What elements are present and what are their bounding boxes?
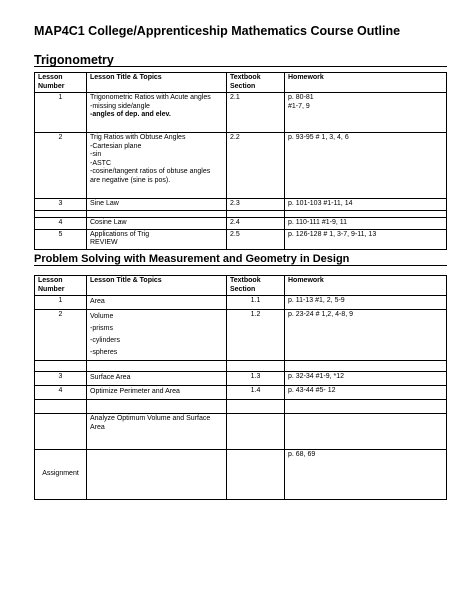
table-row <box>35 229 447 249</box>
homework <box>285 372 447 386</box>
homework <box>285 133 447 199</box>
lesson-number: 2 <box>35 310 87 361</box>
lesson-number <box>35 414 87 450</box>
homework <box>285 199 447 211</box>
homework <box>285 229 447 249</box>
topic-line: Area <box>90 298 105 306</box>
homework-line: p. 80-81 <box>288 94 314 101</box>
topic-line: Trigonometric Ratios with Acute angles <box>90 94 211 101</box>
homework <box>285 296 447 310</box>
lesson-topics <box>87 372 227 386</box>
homework-line: p. 11-13 #1, 2, 5-9 <box>288 297 345 304</box>
lesson-topics <box>87 386 227 400</box>
spacer-row <box>35 400 447 414</box>
lesson-topics <box>87 296 227 310</box>
homework <box>285 386 447 400</box>
topic-line: -cylinders <box>90 337 120 344</box>
textbook-section: 1.2 <box>227 310 285 361</box>
table-row <box>35 199 447 211</box>
lesson-number: 4 <box>35 386 87 400</box>
homework-line: p. 110-111 #1-9, 11 <box>288 219 348 226</box>
section-heading-measurement: Problem Solving with Measurement and Geometry in Design <box>34 253 350 265</box>
lesson-topics <box>87 414 227 450</box>
lesson-number: 5 <box>35 229 87 249</box>
textbook-section: 2.4 <box>227 218 285 230</box>
table-header-row <box>35 73 447 93</box>
textbook-section: 2.3 <box>227 199 285 211</box>
textbook-section: 2.5 <box>227 229 285 249</box>
homework-line: #1-7, 9 <box>288 102 310 110</box>
topic-line: -ASTC <box>90 159 111 167</box>
homework <box>285 310 447 361</box>
header-homework: Homework <box>285 276 447 296</box>
topic-line: are negative (sine is pos). <box>90 176 171 184</box>
topic-line: Analyze Optimum Volume and Surface Area <box>90 415 211 431</box>
spacer-row <box>35 361 447 372</box>
homework-line: p. 126-128 # 1, 3-7, 9-11, 13 <box>288 230 377 238</box>
homework <box>285 218 447 230</box>
topic-line: -spheres <box>90 349 118 356</box>
table-row <box>35 218 447 230</box>
textbook-section: 1.4 <box>227 386 285 400</box>
lesson-topics <box>87 310 227 361</box>
lesson-number: 3 <box>35 199 87 211</box>
header-lesson-number: Lesson Number <box>35 276 87 296</box>
lesson-number: 2 <box>35 133 87 199</box>
topic-line: Trig Ratios with Obtuse Angles <box>90 134 186 141</box>
section-heading-trigonometry: Trigonometry <box>34 53 114 67</box>
lesson-number: 1 <box>35 296 87 310</box>
topic-line: Cosine Law <box>90 219 127 226</box>
topic-line: -prisms <box>90 325 113 332</box>
lesson-topics <box>87 450 227 500</box>
topic-line: REVIEW <box>90 239 118 246</box>
document-title: MAP4C1 College/Apprenticeship Mathematics Course Outline <box>34 24 401 38</box>
textbook-section: 2.2 <box>227 133 285 199</box>
header-lesson-number: Lesson Number <box>35 73 87 93</box>
trigonometry-table <box>34 72 447 250</box>
lesson-number: 3 <box>35 372 87 386</box>
lesson-topics <box>87 93 227 133</box>
textbook-section: 2.1 <box>227 93 285 133</box>
lesson-topics <box>87 218 227 230</box>
topic-line: Surface Area <box>90 374 131 382</box>
lesson-topics <box>87 133 227 199</box>
textbook-section <box>227 414 285 450</box>
header-lesson-title: Lesson Title & Topics <box>87 73 227 93</box>
textbook-section: 1.3 <box>227 372 285 386</box>
header-textbook-section: Textbook Section <box>227 73 285 93</box>
topic-line: -sin <box>90 151 102 158</box>
lesson-topics <box>87 199 227 211</box>
homework-line: p. 101-103 #1-11, 14 <box>288 200 353 207</box>
homework <box>285 93 447 133</box>
homework-line: p. 32-34 #1-9, *12 <box>288 373 345 380</box>
homework-line: p. 93-95 # 1, 3, 4, 6 <box>288 134 349 141</box>
header-textbook-section: Textbook Section <box>227 276 285 296</box>
homework-line: p. 23-24 # 1,2, 4-8, 9 <box>288 311 353 318</box>
header-homework: Homework <box>285 73 447 93</box>
textbook-section <box>227 450 285 500</box>
table-row <box>35 93 447 133</box>
textbook-section: 1.1 <box>227 296 285 310</box>
topic-line: -Cartesian plane <box>90 142 142 150</box>
homework <box>285 414 447 450</box>
table-row <box>35 450 447 500</box>
lesson-number: 4 <box>35 218 87 230</box>
table-header-row <box>35 276 447 296</box>
topic-line-bold: -angles of dep. and elev. <box>90 111 171 118</box>
topic-line: -cosine/tangent ratios of obtuse angles <box>90 168 211 175</box>
section-rule <box>34 66 447 67</box>
topic-line: -missing side/angle <box>90 102 150 110</box>
measurement-table <box>34 275 447 500</box>
topic-line: Applications of Trig <box>90 230 150 238</box>
lesson-number: 1 <box>35 93 87 133</box>
topic-line: Optimize Perimeter and Area <box>90 388 180 396</box>
topic-line: Volume <box>90 313 114 320</box>
assignment-label: Assignment <box>35 450 87 500</box>
topic-line: Sine Law <box>90 200 119 207</box>
table-row <box>35 414 447 450</box>
spacer-row <box>35 211 447 218</box>
section-rule <box>34 265 447 266</box>
homework-line: p. 43-44 #5- 12 <box>288 387 336 394</box>
lesson-topics <box>87 229 227 249</box>
homework <box>285 450 447 500</box>
table-row <box>35 386 447 400</box>
table-row <box>35 133 447 199</box>
table-row <box>35 310 447 361</box>
table-row <box>35 296 447 310</box>
homework-line: p. 68, 69 <box>288 451 316 458</box>
table-row <box>35 372 447 386</box>
header-lesson-title: Lesson Title & Topics <box>87 276 227 296</box>
